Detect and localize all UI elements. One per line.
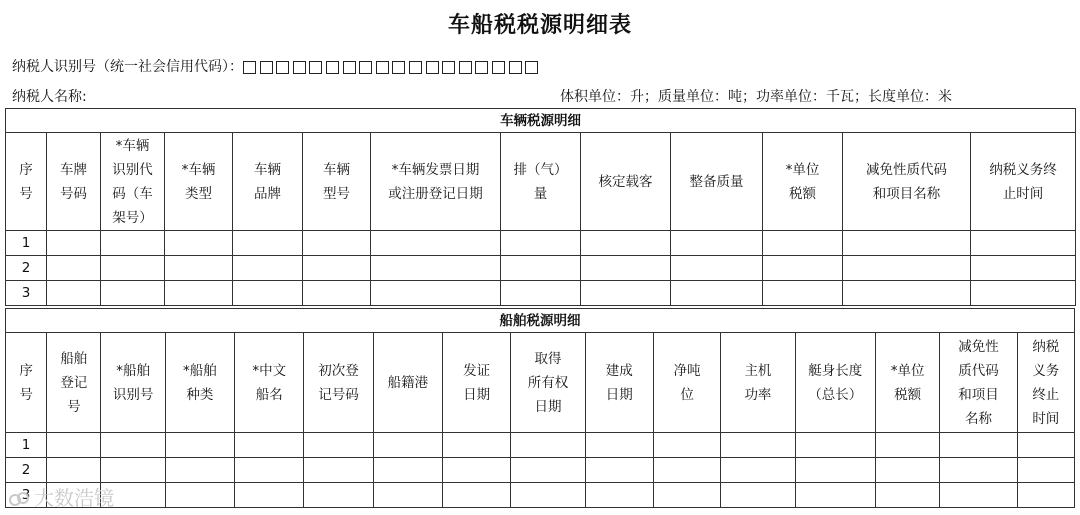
vehicle-input-cell[interactable] [47, 256, 101, 281]
vessel-input-cell[interactable] [165, 433, 234, 458]
vehicle-header-cell: 减免性质代码 和项目名称 [843, 133, 971, 231]
taxpayer-id-boxes[interactable] [243, 59, 542, 75]
vehicle-input-cell[interactable] [303, 281, 371, 306]
vessel-input-cell[interactable] [721, 458, 795, 483]
vehicle-input-cell[interactable] [165, 256, 233, 281]
taxpayer-id-digit-box[interactable] [509, 61, 522, 74]
vessel-header-cell: 主机 功率 [721, 333, 795, 433]
vehicle-input-cell[interactable] [371, 256, 501, 281]
vessel-input-cell[interactable] [235, 483, 304, 508]
vessel-input-cell[interactable] [940, 458, 1017, 483]
vehicle-input-cell[interactable] [501, 231, 581, 256]
taxpayer-id-digit-box[interactable] [260, 61, 273, 74]
vehicle-input-cell[interactable] [581, 231, 671, 256]
vessel-input-cell[interactable] [304, 458, 373, 483]
vessel-header-cell: *船舶 识别号 [101, 333, 165, 433]
taxpayer-id-label: 纳税人识别号（统一社会信用代码）： [12, 59, 243, 75]
vehicle-header-cell: 纳税义务终 止时间 [971, 133, 1076, 231]
vehicle-input-cell[interactable] [47, 231, 101, 256]
vehicle-header-cell: *车辆 识别代 码（车 架号） [101, 133, 165, 231]
row-number: 1 [6, 433, 47, 458]
taxpayer-id-digit-box[interactable] [326, 61, 339, 74]
vehicle-input-cell[interactable] [763, 256, 843, 281]
vehicle-input-cell[interactable] [501, 256, 581, 281]
vessel-input-cell[interactable] [101, 433, 165, 458]
watermark [8, 482, 114, 511]
vehicle-input-cell[interactable] [101, 256, 165, 281]
vehicle-input-cell[interactable] [671, 231, 763, 256]
vehicle-header-cell: *车辆发票日期 或注册登记日期 [371, 133, 501, 231]
vehicle-input-cell[interactable] [47, 281, 101, 306]
vehicle-input-cell[interactable] [101, 231, 165, 256]
vessel-input-cell[interactable] [442, 483, 510, 508]
vessel-input-cell[interactable] [442, 433, 510, 458]
taxpayer-id-digit-box[interactable] [343, 61, 356, 74]
vessel-input-cell[interactable] [101, 458, 165, 483]
vehicle-table [5, 108, 1076, 306]
vehicle-input-cell[interactable] [843, 256, 971, 281]
row-number: 2 [6, 256, 47, 281]
vessel-input-cell[interactable] [940, 433, 1017, 458]
vehicle-input-cell[interactable] [843, 231, 971, 256]
vessel-input-cell[interactable] [875, 458, 939, 483]
vessel-input-cell[interactable] [511, 433, 585, 458]
vehicle-input-cell[interactable] [233, 281, 303, 306]
vessel-header-cell: 初次登 记号码 [304, 333, 373, 433]
taxpayer-name-label: 纳税人名称: [12, 89, 87, 105]
vehicle-input-cell[interactable] [233, 256, 303, 281]
vessel-header-cell: *单位 税额 [875, 333, 939, 433]
row-number: 3 [6, 483, 47, 508]
vehicle-input-cell[interactable] [671, 256, 763, 281]
vehicle-header-cell: 序 号 [6, 133, 47, 231]
vessel-header-cell: 发证 日期 [442, 333, 510, 433]
vessel-section-title: 船舶税源明细 [6, 309, 1075, 333]
vehicle-header-cell: 核定载客 [581, 133, 671, 231]
vehicle-input-cell[interactable] [303, 256, 371, 281]
vessel-input-cell[interactable] [511, 458, 585, 483]
units-note: 体积单位：升；质量单位：吨；功率单位：千瓦；长度单位：米 [560, 89, 952, 105]
vessel-input-cell[interactable] [585, 433, 653, 458]
vessel-table-row [6, 458, 1075, 483]
taxpayer-id-digit-box[interactable] [459, 61, 472, 74]
taxpayer-id-digit-box[interactable] [293, 61, 306, 74]
vehicle-table-row [6, 256, 1076, 281]
vessel-table [5, 308, 1075, 508]
vehicle-header-cell: 车辆 品牌 [233, 133, 303, 231]
taxpayer-id-digit-box[interactable] [426, 61, 439, 74]
vehicle-input-cell[interactable] [165, 281, 233, 306]
vehicle-section-title: 车辆税源明细 [6, 109, 1076, 133]
vehicle-input-cell[interactable] [971, 231, 1076, 256]
taxpayer-id-digit-box[interactable] [409, 61, 422, 74]
vessel-input-cell[interactable] [721, 483, 795, 508]
vehicle-header-cell: 整备质量 [671, 133, 763, 231]
vessel-input-cell[interactable] [940, 483, 1017, 508]
vessel-input-cell[interactable] [235, 433, 304, 458]
vehicle-input-cell[interactable] [971, 256, 1076, 281]
taxpayer-id-digit-box[interactable] [359, 61, 372, 74]
vehicle-input-cell[interactable] [165, 231, 233, 256]
vessel-input-cell[interactable] [1017, 458, 1074, 483]
taxpayer-id-digit-box[interactable] [392, 61, 405, 74]
taxpayer-id-digit-box[interactable] [243, 61, 256, 74]
vessel-input-cell[interactable] [653, 458, 720, 483]
taxpayer-id-digit-box[interactable] [442, 61, 455, 74]
vehicle-input-cell[interactable] [763, 231, 843, 256]
vessel-header-cell: 建成 日期 [585, 333, 653, 433]
vessel-input-cell[interactable] [721, 433, 795, 458]
vehicle-header-cell: 车牌 号码 [47, 133, 101, 231]
vehicle-header-cell: *车辆 类型 [165, 133, 233, 231]
vessel-header-cell: 艇身长度 （总长） [795, 333, 875, 433]
vessel-input-cell[interactable] [442, 458, 510, 483]
vessel-input-cell[interactable] [875, 483, 939, 508]
vessel-header-cell: 纳税 义务 终止 时间 [1017, 333, 1074, 433]
row-number: 3 [6, 281, 47, 306]
row-number: 1 [6, 231, 47, 256]
vehicle-header-cell: 排（气） 量 [501, 133, 581, 231]
vessel-input-cell[interactable] [585, 458, 653, 483]
vehicle-input-cell[interactable] [101, 281, 165, 306]
vehicle-header-cell: *单位 税额 [763, 133, 843, 231]
vessel-input-cell[interactable] [373, 483, 442, 508]
vessel-header-cell: 船籍港 [373, 333, 442, 433]
vessel-input-cell[interactable] [373, 458, 442, 483]
vehicle-table-row [6, 281, 1076, 306]
vehicle-input-cell[interactable] [971, 281, 1076, 306]
row-number: 2 [6, 458, 47, 483]
vessel-input-cell[interactable] [653, 433, 720, 458]
vehicle-input-cell[interactable] [501, 281, 581, 306]
vehicle-input-cell[interactable] [371, 231, 501, 256]
vessel-header-cell: 序 号 [6, 333, 47, 433]
vehicle-input-cell[interactable] [671, 281, 763, 306]
taxpayer-id-digit-box[interactable] [492, 61, 505, 74]
vehicle-header-cell: 车辆 型号 [303, 133, 371, 231]
vessel-header-cell: *船舶 种类 [165, 333, 234, 433]
vessel-input-cell[interactable] [795, 483, 875, 508]
vessel-input-cell[interactable] [511, 483, 585, 508]
vessel-input-cell[interactable] [653, 483, 720, 508]
vessel-header-cell: *中文 船名 [235, 333, 304, 433]
vehicle-input-cell[interactable] [763, 281, 843, 306]
vehicle-input-cell[interactable] [843, 281, 971, 306]
vessel-input-cell[interactable] [1017, 483, 1074, 508]
vessel-input-cell[interactable] [304, 483, 373, 508]
vehicle-input-cell[interactable] [371, 281, 501, 306]
taxpayer-id-line [12, 56, 542, 76]
taxpayer-id-digit-box[interactable] [376, 61, 389, 74]
vessel-header-cell: 减免性 质代码 和项目 名称 [940, 333, 1017, 433]
vessel-input-cell[interactable] [875, 433, 939, 458]
vessel-input-cell[interactable] [795, 433, 875, 458]
vessel-input-cell[interactable] [47, 458, 101, 483]
taxpayer-id-digit-box[interactable] [525, 61, 538, 74]
vessel-input-cell[interactable] [47, 433, 101, 458]
vessel-input-cell[interactable] [373, 433, 442, 458]
vessel-header-cell: 净吨 位 [653, 333, 720, 433]
taxpayer-id-digit-box[interactable] [309, 61, 322, 74]
watermark-logo-icon [8, 489, 30, 511]
vessel-input-cell[interactable] [235, 458, 304, 483]
watermark-text: 大数浩镜 [34, 486, 114, 510]
page-title: 车船税税源明细表 [447, 12, 632, 38]
vessel-table-row [6, 433, 1075, 458]
vehicle-input-cell[interactable] [233, 231, 303, 256]
vehicle-input-cell[interactable] [581, 256, 671, 281]
vessel-header-cell: 取得 所有权 日期 [511, 333, 585, 433]
vehicle-input-cell[interactable] [581, 281, 671, 306]
vehicle-input-cell[interactable] [303, 231, 371, 256]
taxpayer-id-digit-box[interactable] [475, 61, 488, 74]
vehicle-table-row [6, 231, 1076, 256]
vessel-input-cell[interactable] [165, 483, 234, 508]
vessel-header-cell: 船舶 登记 号 [47, 333, 101, 433]
vessel-table-row [6, 483, 1075, 508]
vessel-input-cell[interactable] [1017, 433, 1074, 458]
vessel-input-cell[interactable] [304, 433, 373, 458]
vessel-input-cell[interactable] [795, 458, 875, 483]
vessel-input-cell[interactable] [165, 458, 234, 483]
taxpayer-id-digit-box[interactable] [276, 61, 289, 74]
vessel-input-cell[interactable] [585, 483, 653, 508]
